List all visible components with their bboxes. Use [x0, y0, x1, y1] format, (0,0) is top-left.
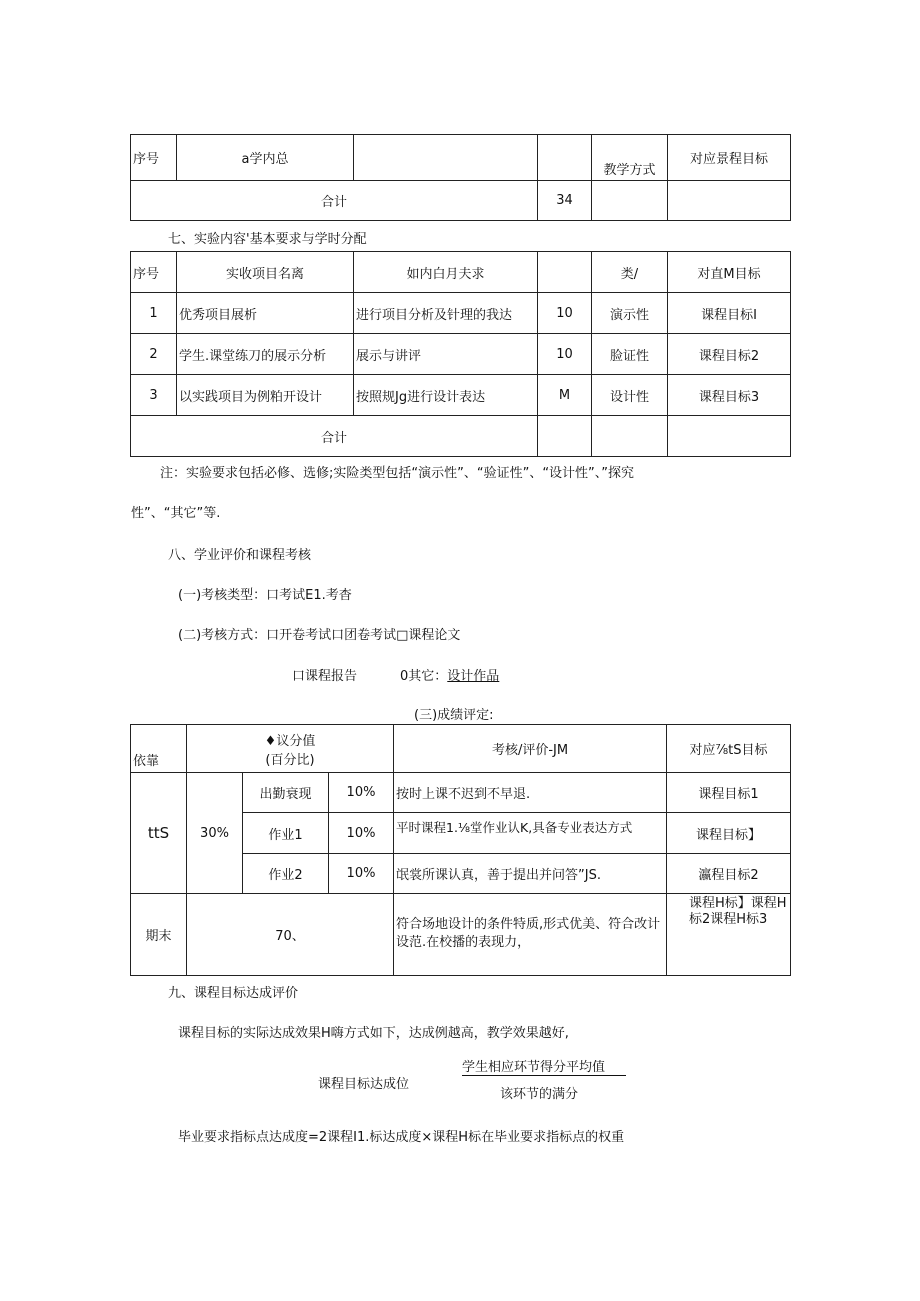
exam-method: (二)考核方式：口开卷考试口团卷考试□课程论文 [178, 628, 461, 643]
grading-table [130, 724, 791, 976]
cell: 优秀项目展析 [177, 293, 354, 334]
total-value: 34 [538, 181, 592, 221]
empty-cell [668, 181, 791, 221]
other-label: 0其它： [400, 669, 448, 684]
cell: 设计性 [592, 375, 668, 416]
header-cell: 实收项目名离 [177, 252, 354, 293]
formula-denominator: 该环节的满分 [500, 1087, 579, 1102]
final-criteria: 符合场地设计的条件特质,形式优美、符合改计设范.在校播的表现力， [394, 894, 667, 976]
header-basis: 依靠 [131, 725, 187, 773]
cell: 作业1 [243, 813, 329, 854]
header-cell: 对直M目标 [668, 252, 791, 293]
cell: 按时上课不迟到不早退. [394, 773, 667, 813]
empty-cell [538, 416, 592, 457]
table-row [131, 773, 791, 813]
teaching-content-table [130, 134, 791, 221]
header-cell: 序号 [131, 252, 177, 293]
header-cell: a学内总 [177, 135, 354, 181]
total-label: 合计 [131, 181, 538, 221]
cell: 课程目标】 [667, 813, 791, 854]
cell: 10 [538, 334, 592, 375]
cell: 2 [131, 334, 177, 375]
eval-description: 课程目标的实际达成效果H嗨方式如下，达成例越高，教学效果越好, [178, 1026, 569, 1041]
header-cell: 类/ [592, 252, 668, 293]
header-cell: 序号 [131, 135, 177, 181]
cell: 出勤衰现 [243, 773, 329, 813]
header-cell: 教学方式 [592, 135, 668, 181]
cell: 作业2 [243, 854, 329, 894]
cell: 课程目标1 [667, 773, 791, 813]
cell-text: 平时课程1.⅛堂作业认K,具备专业表达方式 [396, 820, 633, 835]
section-title: 九、课程目标达成评价 [168, 986, 299, 1001]
empty-cell [592, 181, 668, 221]
cell: 课程目标2 [668, 334, 791, 375]
cell: 课程目标I [668, 293, 791, 334]
cell: 以实践项目为例粕开设计 [177, 375, 354, 416]
cell: M [538, 375, 592, 416]
final-target: 课程H标】课程H标2课程H标3 [667, 894, 791, 976]
final-label: 期末 [131, 894, 187, 976]
exam-method-report: 口课程报告 [292, 669, 358, 684]
grading-title: (三)成绩评定: [414, 708, 494, 723]
header-cell [538, 135, 592, 181]
table-row [131, 894, 791, 976]
graduation-formula: 毕业要求指标点达成度=2课程I1.标达成度×课程H标在毕业要求指标点的权重 [178, 1130, 625, 1145]
exam-method-other [400, 665, 499, 684]
header-cell [538, 252, 592, 293]
empty-cell [668, 416, 791, 457]
final-pct: 70、 [187, 894, 394, 976]
cell: 按照规Jg进行设计表达 [354, 375, 538, 416]
cell: 脸证性 [592, 334, 668, 375]
group-label: ttS [131, 773, 187, 894]
section-title: 八、学业评价和课程考核 [168, 548, 312, 563]
cell: 10% [329, 813, 394, 854]
table-row [131, 375, 791, 416]
note-line: 性”、“其它”等. [131, 506, 221, 521]
note-line: 注：实验要求包括必修、选修;实险类型包括“演示性”、“验证性”、“设计性”、”探究 [160, 466, 635, 481]
table-row [131, 293, 791, 334]
cell: 1 [131, 293, 177, 334]
exam-type: (一)考核类型：口考试E1.考杳 [178, 588, 352, 603]
formula-label: 课程目标达成位 [318, 1077, 410, 1092]
header-score-line1: ♦议分值 [264, 733, 316, 749]
other-value: 设计作品 [447, 669, 500, 684]
header-score [187, 725, 394, 773]
cell: 10% [329, 854, 394, 894]
cell [394, 813, 667, 854]
cell: 演示性 [592, 293, 668, 334]
cell: 瀛程目标2 [667, 854, 791, 894]
empty-cell [592, 416, 668, 457]
formula-numerator: 学生相应环节得分平均值 [462, 1060, 606, 1075]
header-cell [354, 135, 538, 181]
experiment-table [130, 251, 791, 457]
cell: 展示与讲评 [354, 334, 538, 375]
cell: 10 [538, 293, 592, 334]
header-cell: 如内白月夫求 [354, 252, 538, 293]
cell: 10% [329, 773, 394, 813]
header-criteria: 考核/评价-JM [394, 725, 667, 773]
cell: 学生.课堂练刀的展示分析 [177, 334, 354, 375]
header-score-line2: (百分比) [265, 752, 315, 768]
cell: 氓裳所课认真，善于提出并问答”JS. [394, 854, 667, 894]
header-cell: 对应景程目标 [668, 135, 791, 181]
section-title: 七、实验内容'基本要求与学时分配 [168, 232, 367, 247]
total-label: 合计 [131, 416, 538, 457]
cell: 3 [131, 375, 177, 416]
table-row [131, 334, 791, 375]
cell: 课程目标3 [668, 375, 791, 416]
header-target: 对应⅞tS目标 [667, 725, 791, 773]
group-pct: 30% [187, 773, 243, 894]
fraction-line [462, 1075, 626, 1076]
cell: 进行项目分析及针理的我达 [354, 293, 538, 334]
